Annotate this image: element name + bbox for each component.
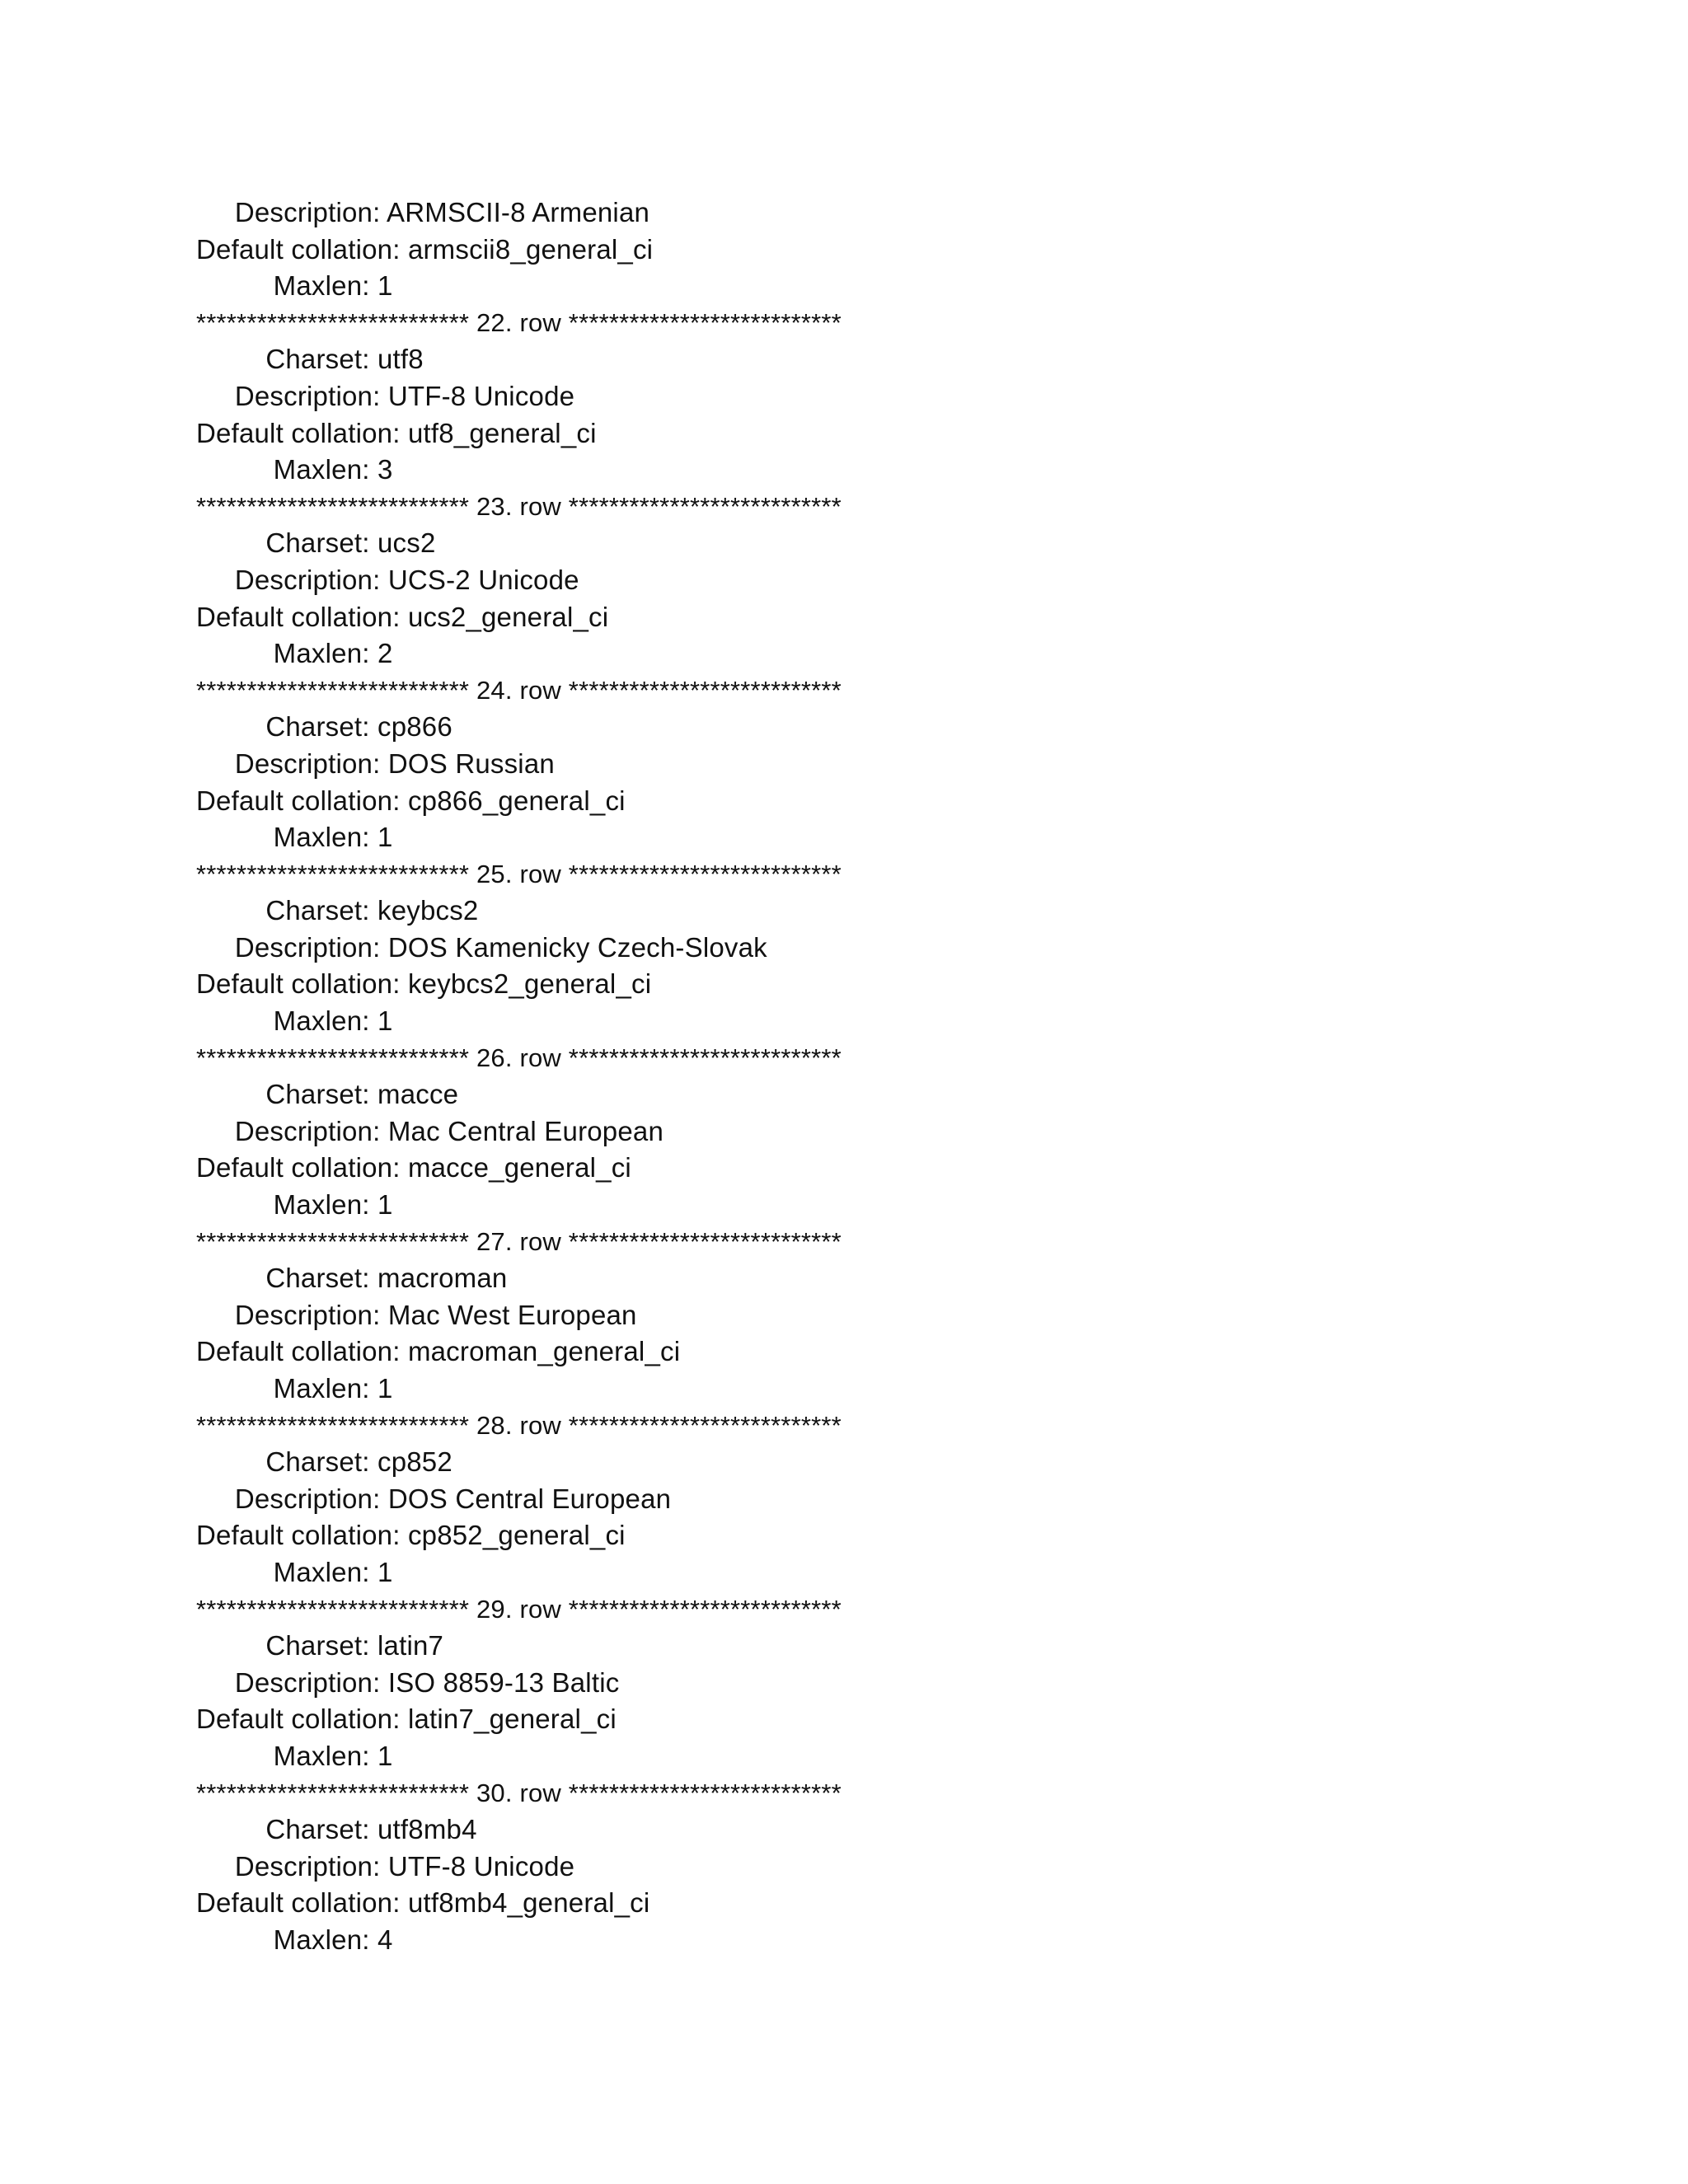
record-row-24	[196, 673, 1432, 856]
record-row-22	[196, 305, 1432, 489]
row-separator: *************************** 24. row ***************************	[196, 675, 842, 705]
description-line: Description: UTF-8 Unicode	[196, 1850, 575, 1882]
row-separator: *************************** 27. row ***************************	[196, 1226, 842, 1256]
maxlen-line: Maxlen: 1	[196, 270, 393, 302]
charset-line: Charset: ucs2	[196, 527, 436, 559]
collation-line: Default collation: cp852_general_ci	[196, 1520, 626, 1551]
charset-line: Charset: keybcs2	[196, 895, 479, 926]
description-line: Description: ARMSCII-8 Armenian	[196, 197, 650, 227]
maxlen-line: Maxlen: 3	[196, 454, 393, 485]
collation-line: Default collation: cp866_general_ci	[196, 785, 626, 816]
record-row-30	[196, 1775, 1432, 1959]
description-line: Description: Mac West European	[196, 1299, 637, 1330]
collation-line: Default collation: utf8_general_ci	[196, 417, 597, 448]
description-line: Description: UTF-8 Unicode	[196, 380, 575, 411]
collation-line: Default collation: ucs2_general_ci	[196, 601, 609, 632]
record-row-28	[196, 1408, 1432, 1591]
maxlen-line: Maxlen: 1	[196, 1189, 393, 1221]
maxlen-line: Maxlen: 1	[196, 1740, 393, 1771]
row-separator: *************************** 26. row ***************************	[196, 1043, 842, 1072]
row-separator: *************************** 22. row ***************************	[196, 307, 842, 337]
charset-line: Charset: utf8mb4	[196, 1814, 477, 1845]
charset-line: Charset: latin7	[196, 1630, 444, 1661]
collation-line: Default collation: macroman_general_ci	[196, 1336, 681, 1367]
maxlen-line: Maxlen: 2	[196, 638, 393, 669]
charset-line: Charset: utf8	[196, 344, 424, 375]
collation-line: Default collation: utf8mb4_general_ci	[196, 1887, 650, 1919]
maxlen-line: Maxlen: 1	[196, 822, 393, 853]
description-line: Description: DOS Central European	[196, 1483, 672, 1514]
collation-line: Default collation: armscii8_general_ci	[196, 233, 654, 265]
maxlen-line: Maxlen: 1	[196, 1373, 393, 1404]
maxlen-line: Maxlen: 1	[196, 1005, 393, 1037]
charset-line: Charset: cp866	[196, 711, 452, 743]
maxlen-line: Maxlen: 1	[196, 1556, 393, 1587]
collation-line: Default collation: keybcs2_general_ci	[196, 968, 652, 1000]
description-line: Description: DOS Kamenicky Czech-Slovak	[196, 931, 767, 963]
record-row-26	[196, 1040, 1432, 1224]
row-separator: *************************** 28. row ***************************	[196, 1410, 842, 1440]
record-row-27	[196, 1224, 1432, 1408]
partial-record	[196, 194, 1432, 305]
query-result-listing	[196, 194, 1432, 1959]
row-separator: *************************** 23. row ***************************	[196, 491, 842, 521]
maxlen-line: Maxlen: 4	[196, 1924, 393, 1955]
row-separator: *************************** 29. row ***************************	[196, 1594, 842, 1624]
description-line: Description: Mac Central European	[196, 1115, 664, 1146]
row-separator: *************************** 25. row ***************************	[196, 859, 842, 888]
collation-line: Default collation: macce_general_ci	[196, 1152, 631, 1183]
description-line: Description: ISO 8859-13 Baltic	[196, 1666, 620, 1698]
row-separator: *************************** 30. row ***************************	[196, 1778, 842, 1807]
record-row-29	[196, 1591, 1432, 1775]
collation-line: Default collation: latin7_general_ci	[196, 1704, 617, 1735]
record-row-25	[196, 856, 1432, 1040]
description-line: Description: UCS-2 Unicode	[196, 564, 579, 595]
description-line: Description: DOS Russian	[196, 748, 555, 779]
charset-line: Charset: macroman	[196, 1263, 508, 1294]
charset-line: Charset: macce	[196, 1079, 459, 1110]
charset-line: Charset: cp852	[196, 1446, 452, 1478]
record-row-23	[196, 489, 1432, 673]
